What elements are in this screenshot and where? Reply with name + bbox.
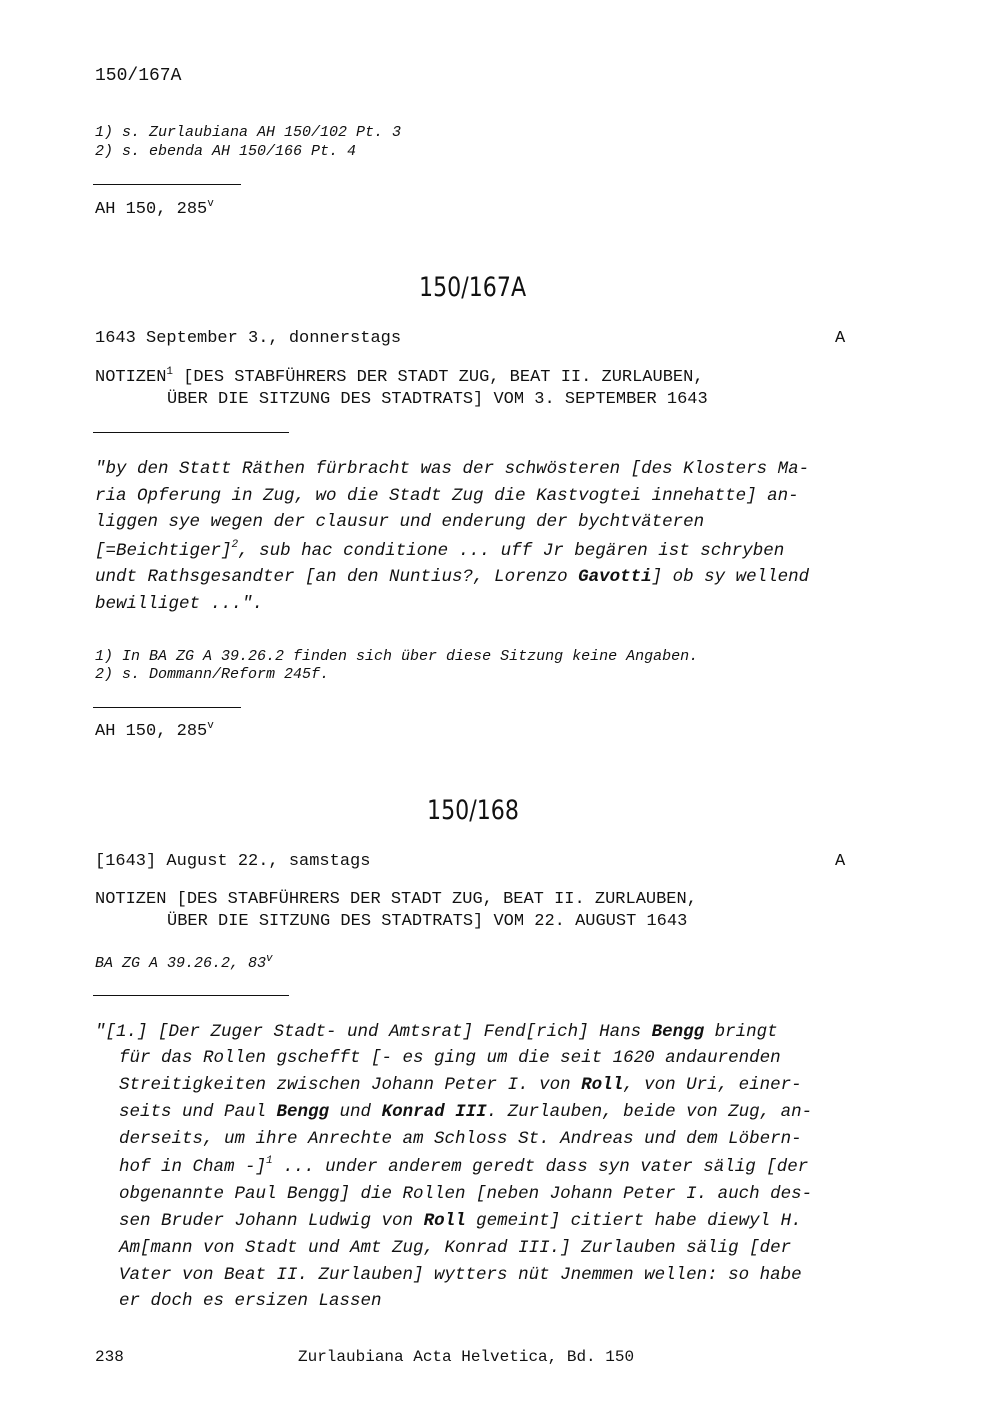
source-reference: AH 150, 285$^v$ [95, 720, 214, 741]
entry-date: 1643 September 3., donnerstags [95, 329, 402, 348]
text-line: Streitigkeiten zwischen Johann Peter I. von Roll, von Uri, einer- [119, 1075, 802, 1095]
text-line: undt Rathsgesandter [an den Nuntius?, Lorenzo Gavotti] ob sy wellend [95, 567, 810, 587]
divider [93, 432, 289, 433]
entry-date: [1643] August 22., samstags [95, 852, 371, 871]
prev-footnote-1: 1) s. Zurlaubiana AH 150/102 Pt. 3 [95, 124, 402, 141]
text-line: Am[mann von Stadt und Amt Zug, Konrad III.] Zurlauben sälig [der [119, 1238, 792, 1258]
entry-number: 150/168 [427, 795, 519, 826]
publication-title: Zurlaubiana Acta Helvetica, Bd. 150 [298, 1348, 635, 1366]
entry-title-line-1: NOTIZEN [DES STABFÜHRERS DER STADT ZUG, BEAT II. ZURLAUBEN, [95, 890, 697, 909]
text-line: bewilliget ...". [95, 594, 264, 614]
page-number: 238 [95, 1348, 124, 1366]
text-line: sen Bruder Johann Ludwig von Roll gemeint] citiert habe diewyl H. [119, 1211, 802, 1231]
text-line: ria Opferung in Zug, wo die Stadt Zug die Kastvogtei innehatte] an- [95, 486, 799, 506]
running-head: 150/167A [95, 66, 182, 86]
entry-title-line-2: ÜBER DIE SITZUNG DES STADTRATS] VOM 3. SEPTEMBER 1643 [167, 390, 708, 409]
text-line: "by den Statt Räthen fürbracht was der schwösteren [des Klosters Ma- [95, 459, 810, 479]
divider [93, 995, 289, 996]
text-line: [=Beichtiger]$^2$, sub hac conditione ... uff Jr begären ist schryben [95, 539, 785, 561]
entry-title-line-1: NOTIZEN$^1$ [DES STABFÜHRERS DER STADT ZUG, BEAT II. ZURLAUBEN, [95, 366, 704, 387]
text-line: für das Rollen gschefft [- es ging um die seit 1620 andaurenden [119, 1048, 781, 1068]
divider [93, 707, 241, 708]
text-line: "[1.] [Der Zuger Stadt- und Amtsrat] Fend[rich] Hans Bengg bringt [95, 1022, 778, 1042]
entry-number: 150/167A [419, 272, 527, 303]
footnote: 2) s. Dommann/Reform 245f. [95, 666, 330, 683]
divider [93, 184, 241, 185]
text-line: Vater von Beat II. Zurlauben] wytters nüt Jnemmen wellen: so habe [119, 1265, 802, 1285]
entry-grade: A [835, 852, 846, 871]
text-line: obgenannte Paul Bengg] die Rollen [neben Johann Peter I. auch des- [119, 1184, 813, 1204]
prev-footnote-2: 2) s. ebenda AH 150/166 Pt. 4 [95, 143, 357, 160]
text-line: seits und Paul Bengg und Konrad III. Zurlauben, beide von Zug, an- [119, 1102, 813, 1122]
prev-source-reference: AH 150, 285$^v$ [95, 198, 214, 219]
text-line: er doch es ersizen Lassen [119, 1291, 382, 1311]
text-line: derseits, um ihre Anrechte am Schloss St. Andreas und dem Löbern- [119, 1129, 802, 1149]
footnote: 1) In BA ZG A 39.26.2 finden sich über diese Sitzung keine Angaben. [95, 648, 699, 665]
entry-grade: A [835, 329, 846, 348]
entry-title-line-2: ÜBER DIE SITZUNG DES STADTRATS] VOM 22. AUGUST 1643 [167, 912, 688, 931]
text-line: liggen sye wegen der clausur und enderung der bychtväteren [95, 512, 705, 532]
text-line: hof in Cham -]$^1$ ... under anderem geredt dass syn vater sälig [der [119, 1155, 809, 1177]
archive-reference: BA ZG A 39.26.2, 83$^v$ [95, 953, 273, 972]
